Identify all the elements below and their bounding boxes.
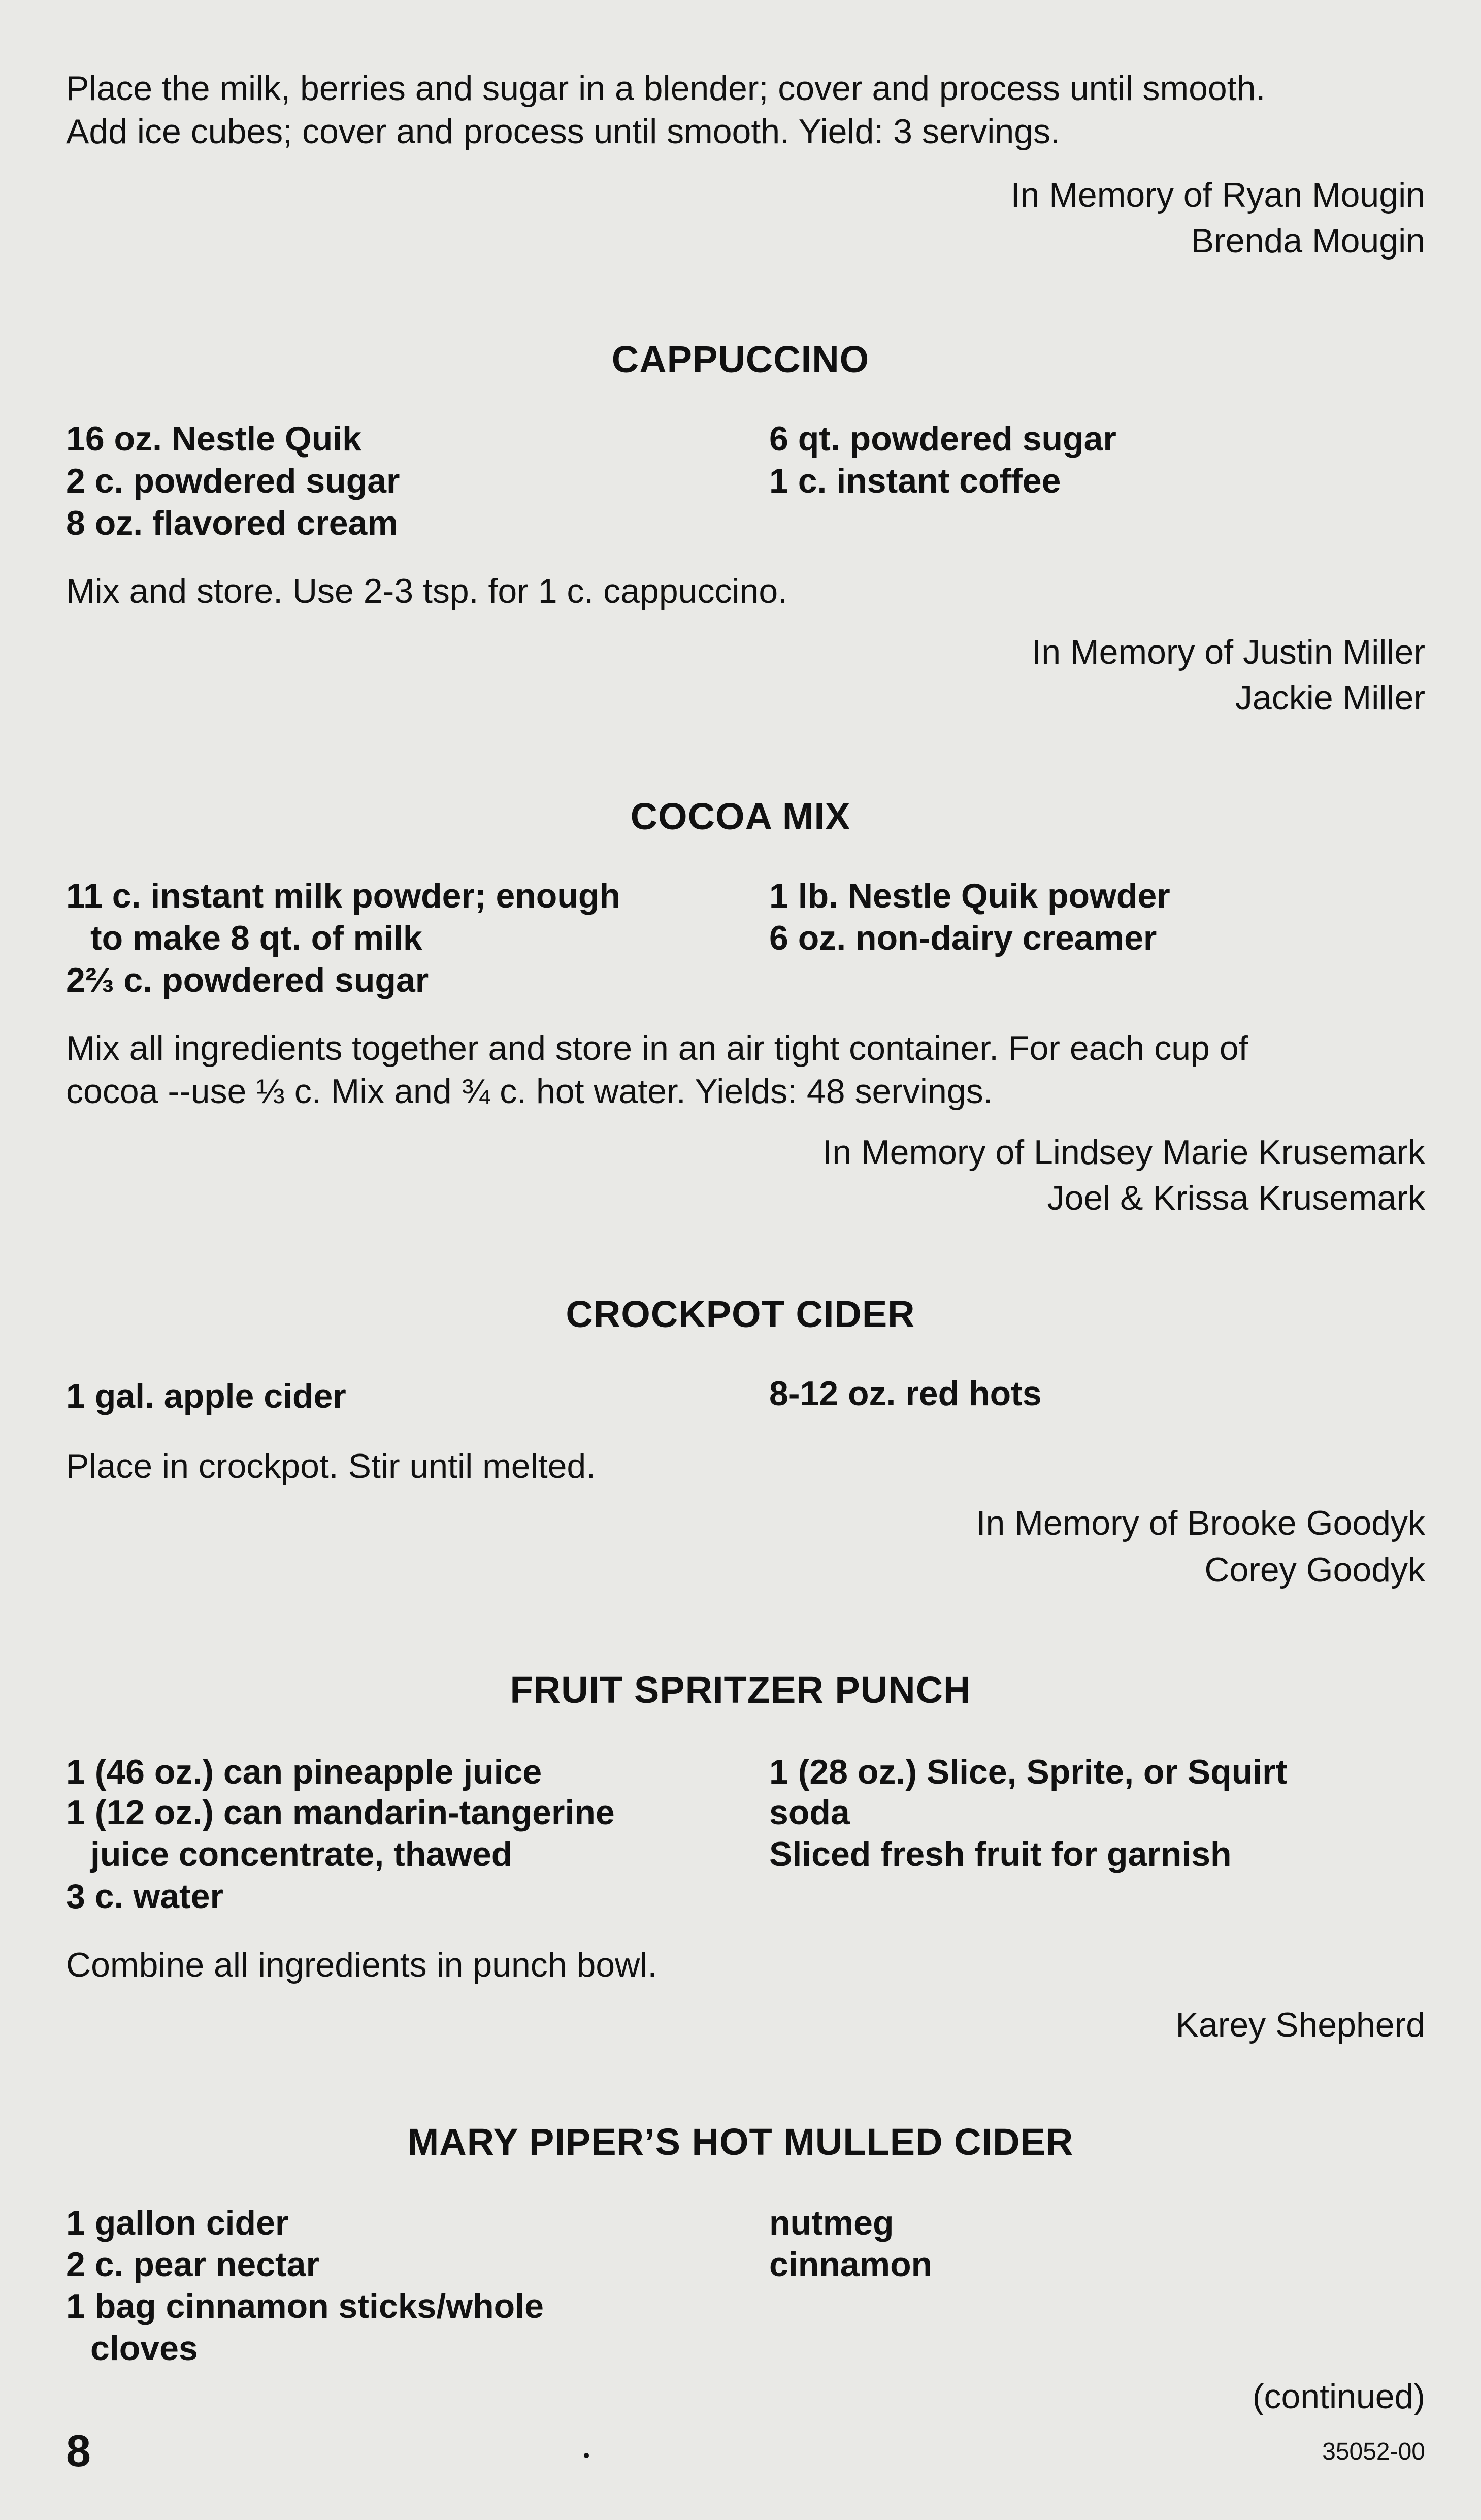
- cocoa-ingredient: 6 oz. non-dairy creamer: [769, 919, 1157, 957]
- crockpot-directions: Place in crockpot. Stir until melted.: [66, 1447, 596, 1485]
- cocoa-title: COCOA MIX: [630, 795, 851, 837]
- continued-note: (continued): [1252, 2377, 1425, 2416]
- intro-donor: Brenda Mougin: [1191, 221, 1425, 260]
- cocoa-donor: Joel & Krissa Krusemark: [1047, 1179, 1425, 1217]
- spritzer-ingredient: 1 (46 oz.) can pineapple juice: [66, 1753, 542, 1791]
- cappuccino-ingredient: 16 oz. Nestle Quik: [66, 419, 361, 458]
- cappuccino-title: CAPPUCCINO: [611, 338, 870, 380]
- mulled-ingredient: 1 bag cinnamon sticks/whole: [66, 2287, 544, 2325]
- spritzer-ingredient: 1 (12 oz.) can mandarin-tangerine: [66, 1793, 615, 1832]
- cappuccino-ingredient: 6 qt. powdered sugar: [769, 419, 1116, 458]
- crockpot-ingredient: 1 gal. apple cider: [66, 1377, 346, 1415]
- intro-line-1: Place the milk, berries and sugar in a blender; cover and process until smooth.: [66, 69, 1266, 108]
- mulled-title: MARY PIPER’S HOT MULLED CIDER: [407, 2121, 1074, 2163]
- crockpot-title: CROCKPOT CIDER: [566, 1293, 915, 1335]
- mulled-ingredient: cinnamon: [769, 2245, 933, 2284]
- cappuccino-directions: Mix and store. Use 2-3 tsp. for 1 c. cappuccino.: [66, 572, 788, 610]
- cocoa-ingredient: 1 lb. Nestle Quik powder: [769, 877, 1170, 915]
- spritzer-ingredient: juice concentrate, thawed: [90, 1835, 513, 1873]
- cappuccino-ingredient: 8 oz. flavored cream: [66, 504, 398, 542]
- intro-line-2: Add ice cubes; cover and process until smooth. Yield: 3 servings.: [66, 112, 1060, 151]
- crockpot-memory: In Memory of Brooke Goodyk: [976, 1504, 1425, 1542]
- cocoa-directions-2: cocoa --use ⅓ c. Mix and ¾ c. hot water. Yields: 48 servings.: [66, 1072, 993, 1111]
- cappuccino-ingredient: 2 c. powdered sugar: [66, 462, 400, 500]
- cappuccino-ingredient: 1 c. instant coffee: [769, 462, 1061, 500]
- cocoa-memory: In Memory of Lindsey Marie Krusemark: [822, 1133, 1425, 1172]
- page-number: 8: [66, 2426, 91, 2476]
- cocoa-ingredient: 11 c. instant milk powder; enough: [66, 877, 620, 915]
- spritzer-donor: Karey Shepherd: [1175, 2006, 1425, 2044]
- crockpot-ingredient: 8-12 oz. red hots: [769, 1374, 1042, 1413]
- footer-dot: [584, 2453, 589, 2458]
- crockpot-donor: Corey Goodyk: [1204, 1550, 1425, 1589]
- mulled-ingredient: 1 gallon cider: [66, 2204, 289, 2242]
- cocoa-directions-1: Mix all ingredients together and store in an air tight container. For each cup of: [66, 1029, 1248, 1068]
- intro-memory: In Memory of Ryan Mougin: [1010, 176, 1425, 214]
- spritzer-ingredient: soda: [769, 1793, 850, 1832]
- spritzer-ingredient: Sliced fresh fruit for garnish: [769, 1835, 1232, 1873]
- cappuccino-donor: Jackie Miller: [1235, 679, 1425, 717]
- spritzer-directions: Combine all ingredients in punch bowl.: [66, 1946, 657, 1984]
- cocoa-ingredient: to make 8 qt. of milk: [90, 919, 422, 957]
- spritzer-ingredient: 3 c. water: [66, 1877, 223, 1916]
- cappuccino-memory: In Memory of Justin Miller: [1032, 633, 1425, 671]
- mulled-ingredient: 2 c. pear nectar: [66, 2245, 319, 2284]
- spritzer-ingredient: 1 (28 oz.) Slice, Sprite, or Squirt: [769, 1753, 1288, 1791]
- spritzer-title: FRUIT SPRITZER PUNCH: [510, 1669, 971, 1711]
- mulled-ingredient: nutmeg: [769, 2204, 894, 2242]
- mulled-ingredient: cloves: [90, 2329, 198, 2368]
- cocoa-ingredient: 2⅔ c. powdered sugar: [66, 961, 429, 999]
- print-code: 35052-00: [1322, 2438, 1425, 2465]
